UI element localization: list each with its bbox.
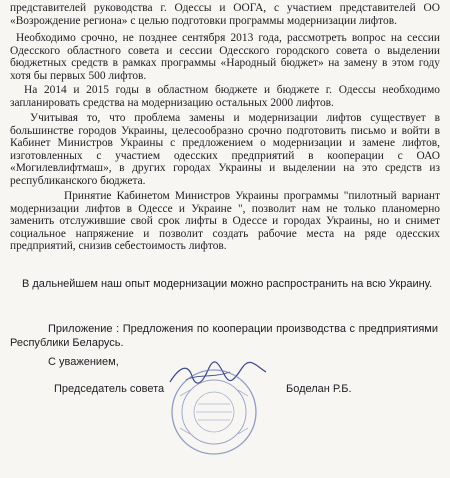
signer-name: Боделан Р.Б. <box>286 383 352 395</box>
organization-stamp-icon <box>168 366 260 458</box>
paragraph-2: Необходимо срочно, не позднее сентября 2013 года, рассмотреть вопрос на сессии Одесского областного совета и сессии Одесского городского совета о выделении бюджетных средств в рамках программы «Народный бюджет» на замену в этом году хотя бы первых 500 лифтов. <box>10 32 440 82</box>
paragraph-3: На 2014 и 2015 годы в областном бюджете и бюджете г. Одессы необходимо запланировать средства на модернизацию остальных 2000 лифтов. <box>10 84 440 109</box>
signer-title: Председатель совета <box>54 383 165 395</box>
closing-phrase: С уважением, <box>48 356 119 368</box>
attachment-note: Приложение : Предложения по кооперации производства с предприятиями Республики Беларусь. <box>10 323 438 349</box>
paragraph-1: представителей руководства г. Одессы и ООГА, с участием представителей ОО «Возрождение региона» с целью подготовки программы модернизации лифтов. <box>10 2 440 27</box>
paragraph-6: В дальнейшем наш опыт модернизации можно распространить на всю Украину. <box>22 278 433 290</box>
paragraph-5: Принятие Кабинетом Министров Украины программы "пилотный вариант модернизации лифтов в Одессе и Украине ", позволит нам не только планомерно заменить отслужившие свой срок лифты в Одессе и городах Украины, но и снимет социальное напряжение и позволит создать рабочие места на ряде одесских предприятий, снизив себестоимость лифтов. <box>10 190 440 253</box>
paragraph-4: Учитывая то, что проблема замены и модернизации лифтов существует в большинстве городов Украины, целесообразно срочно подготовить письмо и войти в Кабинет Министров Украины с предложением о модернизации и замене лифтов, изготовленных с участием одесских предприятий в кооперации с ОАО «Могилевлифтмаш», в других городах Украины и выделении на это средств из республиканского бюджета. <box>10 112 440 187</box>
